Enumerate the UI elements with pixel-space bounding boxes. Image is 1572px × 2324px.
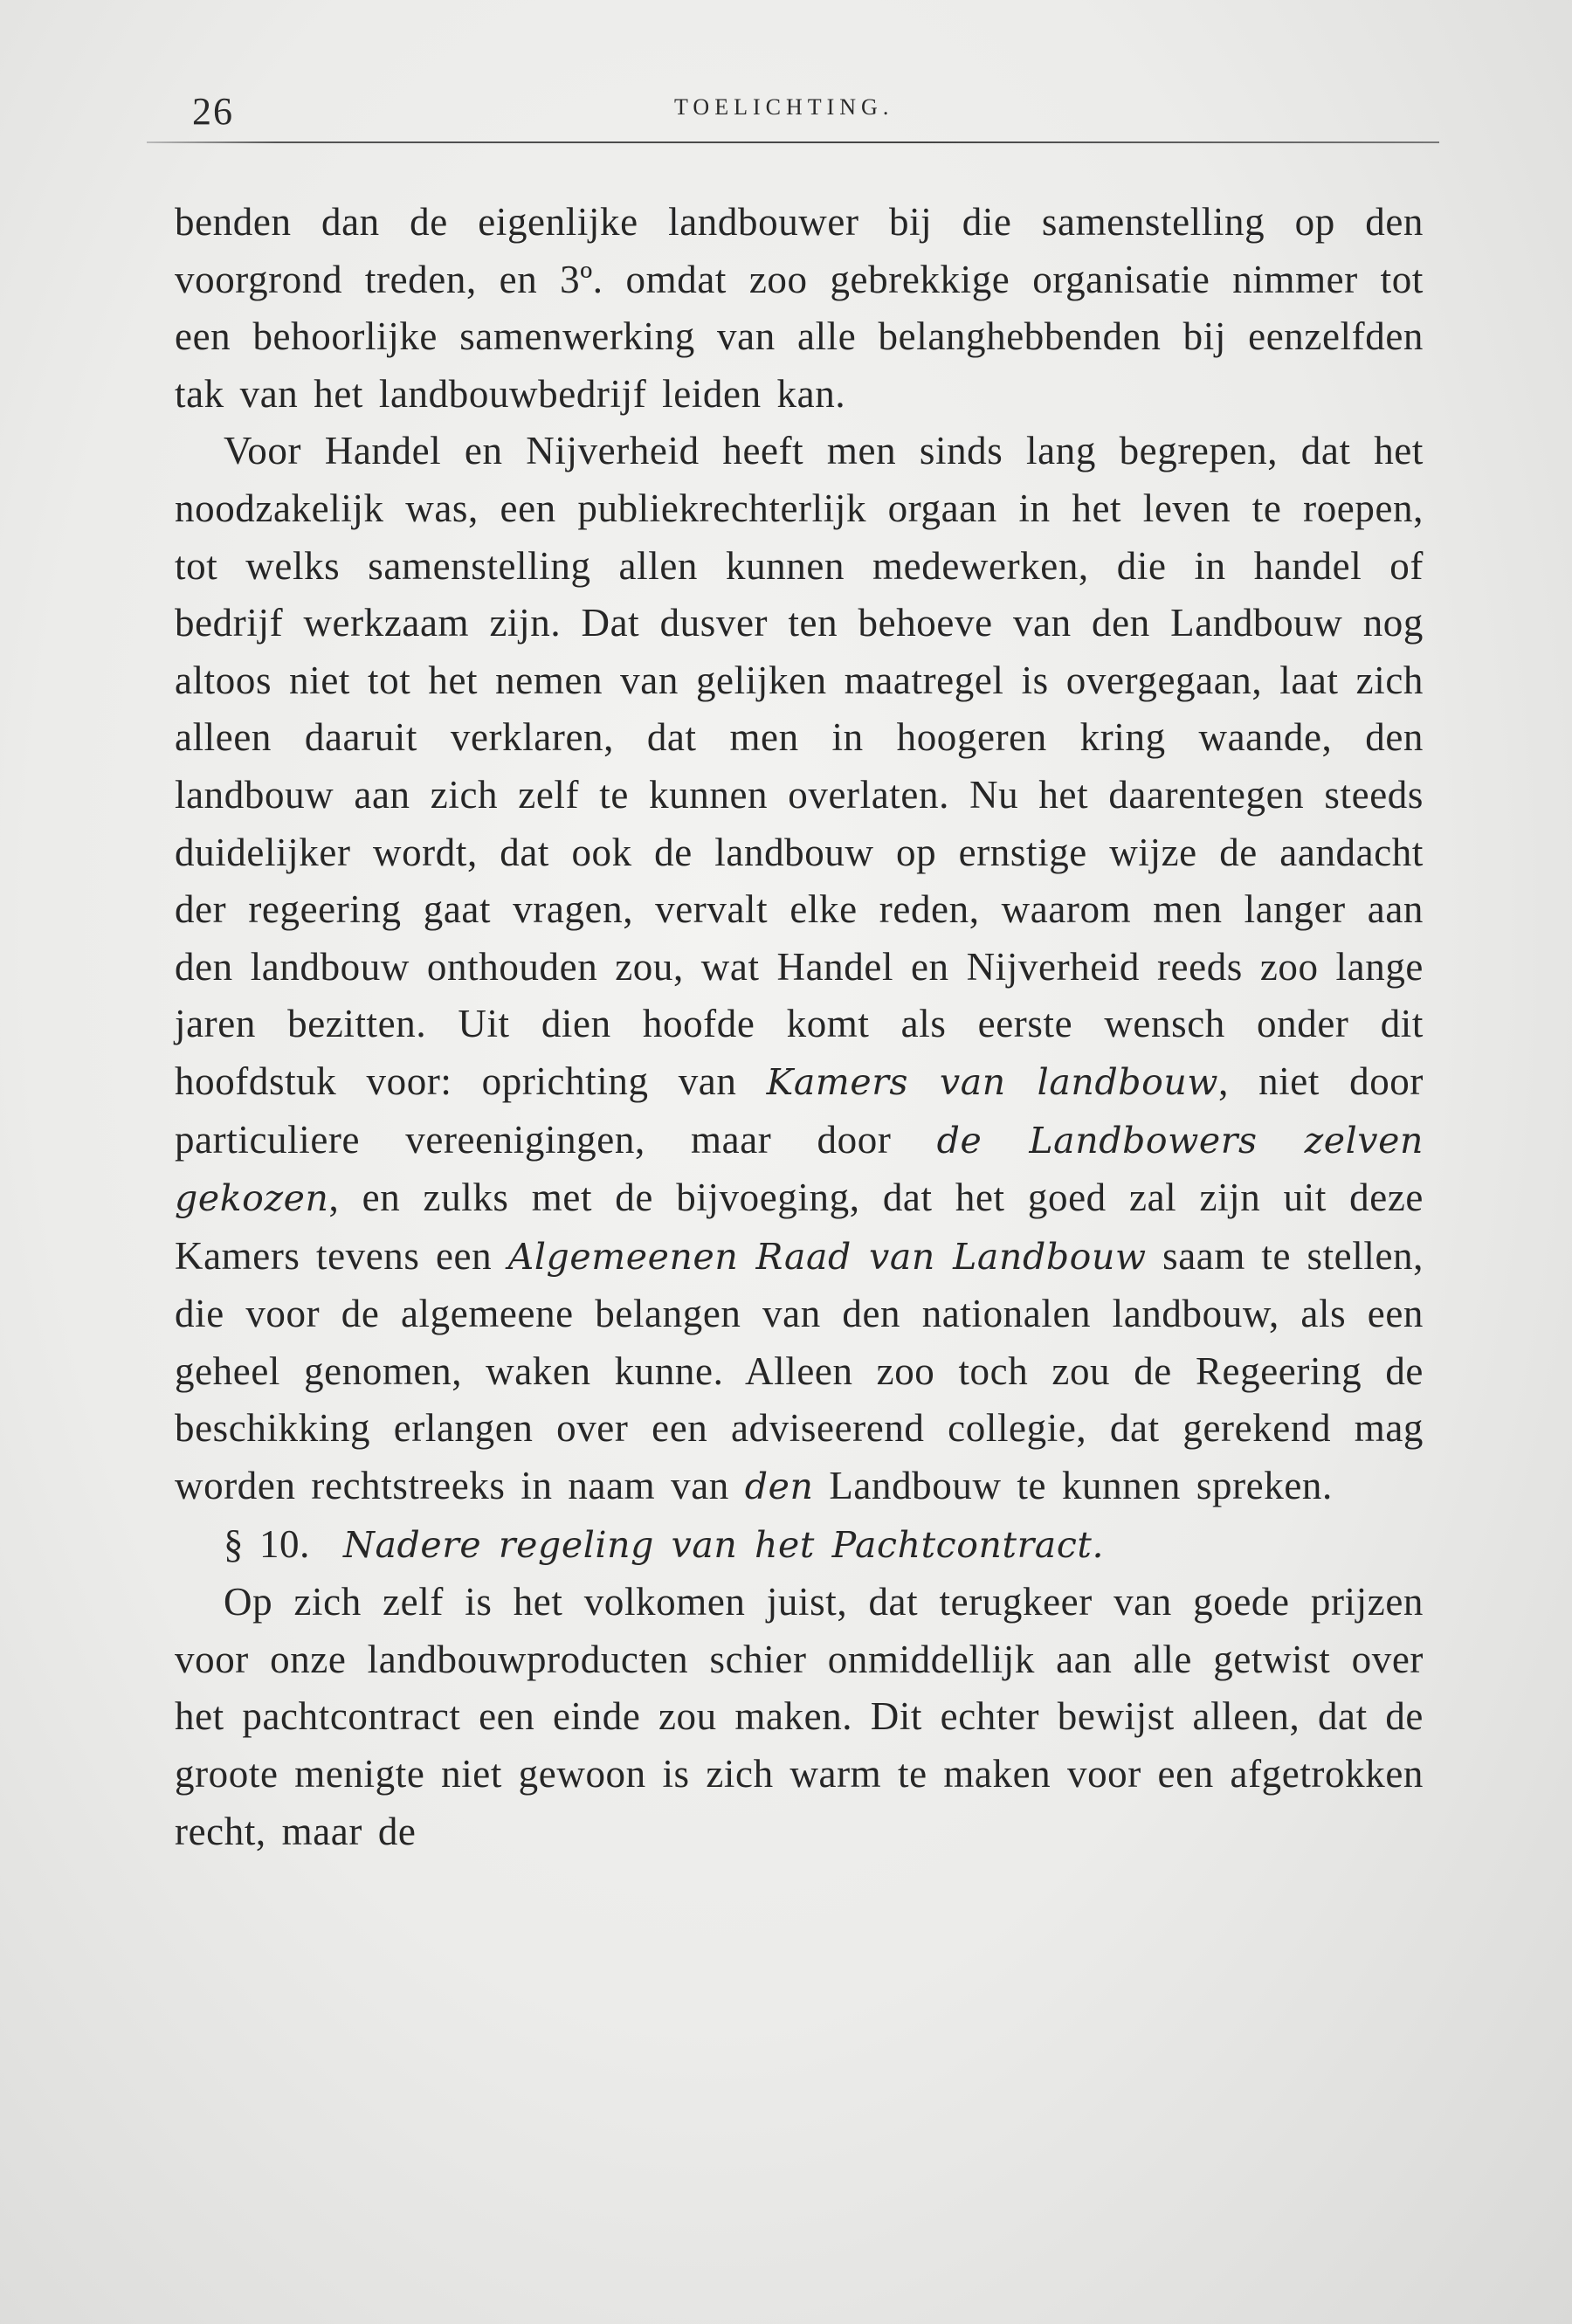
emphasis-den: den: [744, 1465, 814, 1508]
emphasis-kamers-van-landbouw: Kamers van landbouw: [766, 1060, 1219, 1103]
paragraph-text: Voor Handel en Nijverheid heeft men sinds lang begrepen, dat het noodzakelijk was, een publiekrechterlijk orgaan in het leven te roepen, tot welks samenstelling allen kunnen medewerken, die in handel of bedrijf werkzaam zijn. Dat dusver ten behoeve van den Landbouw nog altoos niet tot het nemen van gelijken maatregel is overgegaan, laat zich alleen daaruit verklaren, dat men in hoogeren kring waande, den landbouw aan zich zelf te kunnen overlaten. Nu het daarentegen steeds duidelijker wordt, dat ook de landbouw op ernstige wijze de aandacht der regeering gaat vragen, vervalt elke reden, waarom men langer aan den landbouw onthouden zou, wat Handel en Nijverheid reeds zoo lange jaren bezitten. Uit dien hoofde komt als eerste wensch onder dit hoofdstuk voor: oprichting van: [175, 429, 1424, 1103]
page-body: [175, 194, 1424, 1860]
paragraph-text: , niet door particuliere vereenigingen, maar door: [175, 1059, 1424, 1162]
paragraph-continued: benden dan de eigenlijke landbouwer bij die samenstelling op den voorgrond treden, en 3º. omdat zoo gebrekkige organisatie nimmer tot een behoorlijke samenwerking van alle belanghebbenden bij eenzelfden tak van het landbouwbedrijf leiden kan.: [175, 200, 1424, 416]
header-rule: [147, 141, 1439, 143]
paragraph-text: , en zulks met de bijvoeging, dat het goed zal zijn uit deze Kamers tevens een: [175, 1176, 1424, 1278]
paragraph-text: Landbouw te kunnen spreken.: [829, 1464, 1333, 1508]
emphasis-algemeenen-raad: Algemeenen Raad van Landbouw: [507, 1235, 1147, 1278]
page-header: [185, 80, 1434, 150]
paragraph-text: saam te stellen, die voor de algemeene belangen van den nationalen landbouw, als een geheel genomen, waken kunne. Alleen zoo toch zou de Regeering de beschikking erlangen over een adviseerend collegie, dat gerekend mag worden rechtstreeks in naam van: [175, 1233, 1424, 1508]
emphasis-landbowers-gekozen: de Landbowers zelven gekozen: [175, 1119, 1424, 1220]
section-heading: [175, 1516, 1424, 1575]
section-number: § 10.: [224, 1521, 310, 1566]
page-number: 26: [192, 90, 234, 133]
section-title: Nadere regeling van het Pachtcontract.: [343, 1523, 1105, 1566]
paragraph-kamers-van-landbouw: [175, 423, 1424, 1515]
running-head: TOELICHTING.: [674, 94, 894, 120]
paragraph-pachtcontract: Op zich zelf is het volkomen juist, dat terugkeer van goede prijzen voor onze landbouwproducten schier onmiddellijk aan alle getwist over het pachtcontract een einde zou maken. Dit echter bewijst alleen, dat de groote menigte niet gewoon is zich warm te maken voor een afgetrokken recht, maar de: [175, 1580, 1424, 1853]
